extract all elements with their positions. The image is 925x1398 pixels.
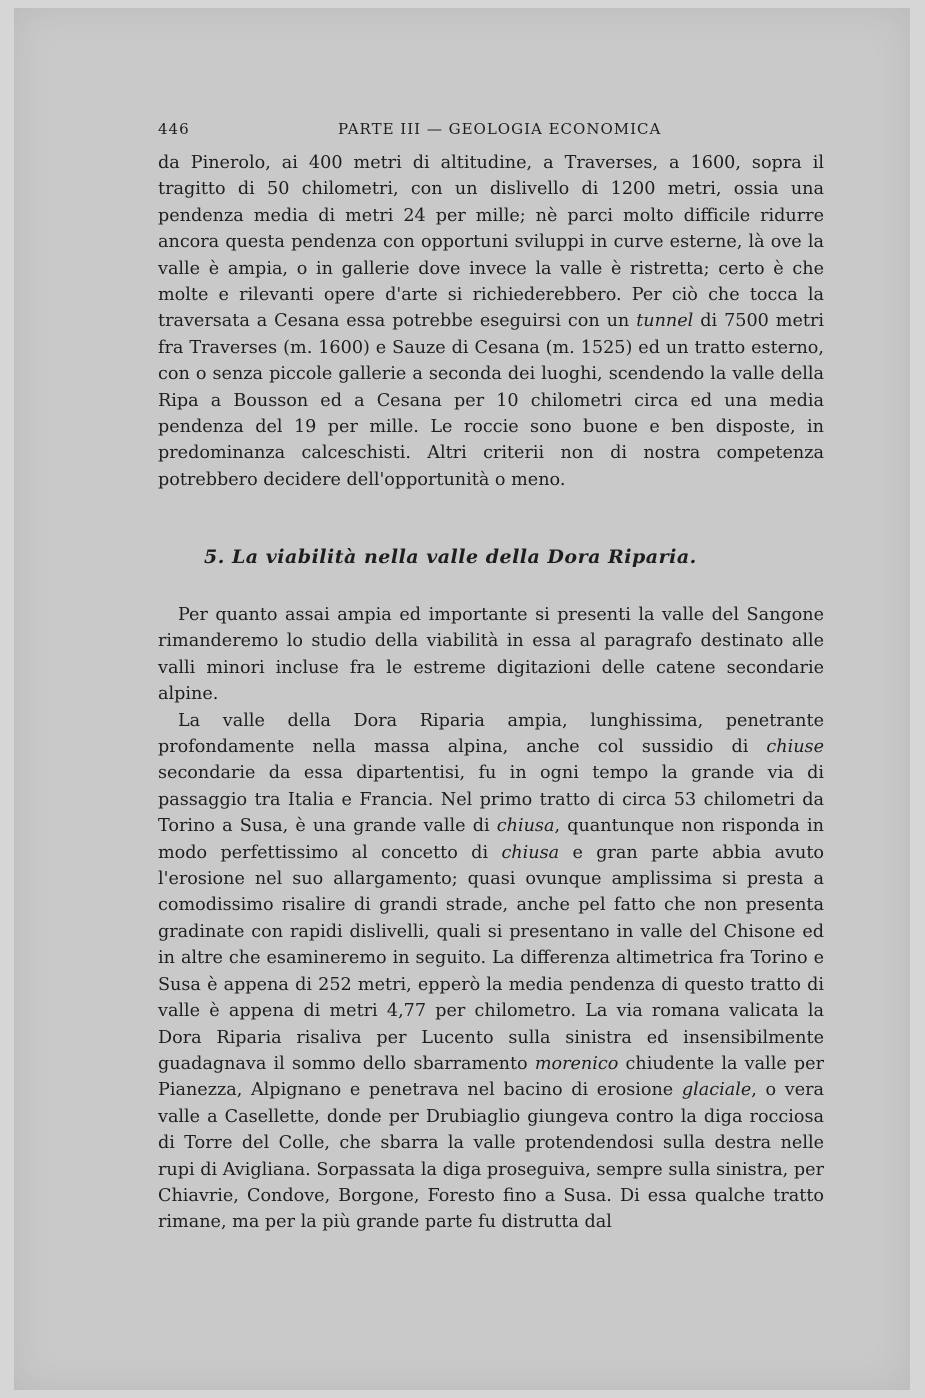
text-span: , o vera valle a Casellette, donde per Drubiaglio giungeva contro la diga rocciosa di Torre del Colle, che sbarra la valle protendendosi sulla destra nelle rupi di Avigliana. Sorpassata la diga proseguiva, sempre sulla sinistra, per Chiavrie, Condove, Borgone, Foresto fino a Susa. Di essa qualche tratto rimane, ma per la più grande parte fu distrutta dal <box>158 1080 824 1233</box>
text-span: di 7500 metri fra Traverses (m. 1600) e Sauze di Cesana (m. 1525) ed un tratto esterno, con o senza piccole gallerie a seconda dei luoghi, scendendo la valle della Ripa a Bousson ed a Cesana per 10 chilometri circa ed una media pendenza del 19 per mille. Le roccie sono buone e ben disposte, in predominanza calceschisti. Altri criterii non di nostra competenza potrebbero decidere dell'opportunità o meno. <box>158 311 824 490</box>
text-span: secondarie da essa dipartentisi, fu in ogni tempo la grande via di passaggio tra Italia e Francia. Nel primo tratto di circa 53 chilometri da Torino a Susa, è una grande valle di <box>158 763 824 837</box>
section-heading: 5. La viabilità nella valle della Dora Riparia. <box>204 546 697 568</box>
book-page <box>14 8 910 1390</box>
paragraph <box>158 708 824 1236</box>
italic-term: chiusa <box>496 816 555 837</box>
paragraph: Per quanto assai ampia ed importante si presenti la valle del Sangone rimanderemo lo studio della viabilità in essa al paragrafo destinato alle valli minori incluse fra le estreme digitazioni delle catene secondarie alpine. <box>158 605 824 705</box>
italic-term: chiusa <box>501 842 560 863</box>
text-block-main <box>158 602 824 1236</box>
italic-term: tunnel <box>636 311 694 332</box>
text-span: da Pinerolo, ai 400 metri di altitudine, a Traverses, a 1600, sopra il tragitto di 50 chilometri, con un dislivello di 1200 metri, ossia una pendenza media di metri 24 per mille; nè parci molto difficile ridurre ancora questa pendenza con opportuni sviluppi in curve esterne, là ove la valle è ampia, o in gallerie dove invece la valle è ristretta; certo è che molte e rilevanti opere d'arte si richiederebbero. Per ciò che tocca la traversata a Cesana essa potrebbe eseguirsi con un <box>158 153 824 332</box>
italic-term: chiuse <box>766 737 824 758</box>
paragraph <box>158 150 824 493</box>
italic-term: glaciale <box>681 1080 752 1101</box>
italic-term: morenico <box>534 1053 619 1074</box>
running-title: PARTE III — GEOLOGIA ECONOMICA <box>338 120 662 138</box>
text-span: , quantunque non risponda in modo perfettissimo al concetto di <box>158 816 824 863</box>
text-span: La valle della Dora Riparia ampia, lunghissima, penetrante profondamente nella massa alpina, anche col sussidio di <box>158 710 824 758</box>
text-span: chiudente la valle per Pianezza, Alpignano e penetrava nel bacino di erosione <box>158 1053 824 1101</box>
page-number: 446 <box>158 120 190 138</box>
text-block-top <box>158 150 824 493</box>
text-span: e gran parte abbia avuto l'erosione nel suo allargamento; quasi ovunque amplissima si presta a comodissimo risalire di grandi strade, anche pel fatto che non presenta gradinate con rapidi dislivelli, quali si presentano in valle del Chisone ed in altre che esamineremo in seguito. La differenza altimetrica fra Torino e Susa è appena di 252 metri, epperò la media pendenza di questo tratto di valle è appena di metri 4,77 per chilometro. La via romana valicata la Dora Riparia risaliva per Lucento sulla sinistra ed insensibilmente guadagnava il sommo dello sbarramento <box>158 842 824 1074</box>
